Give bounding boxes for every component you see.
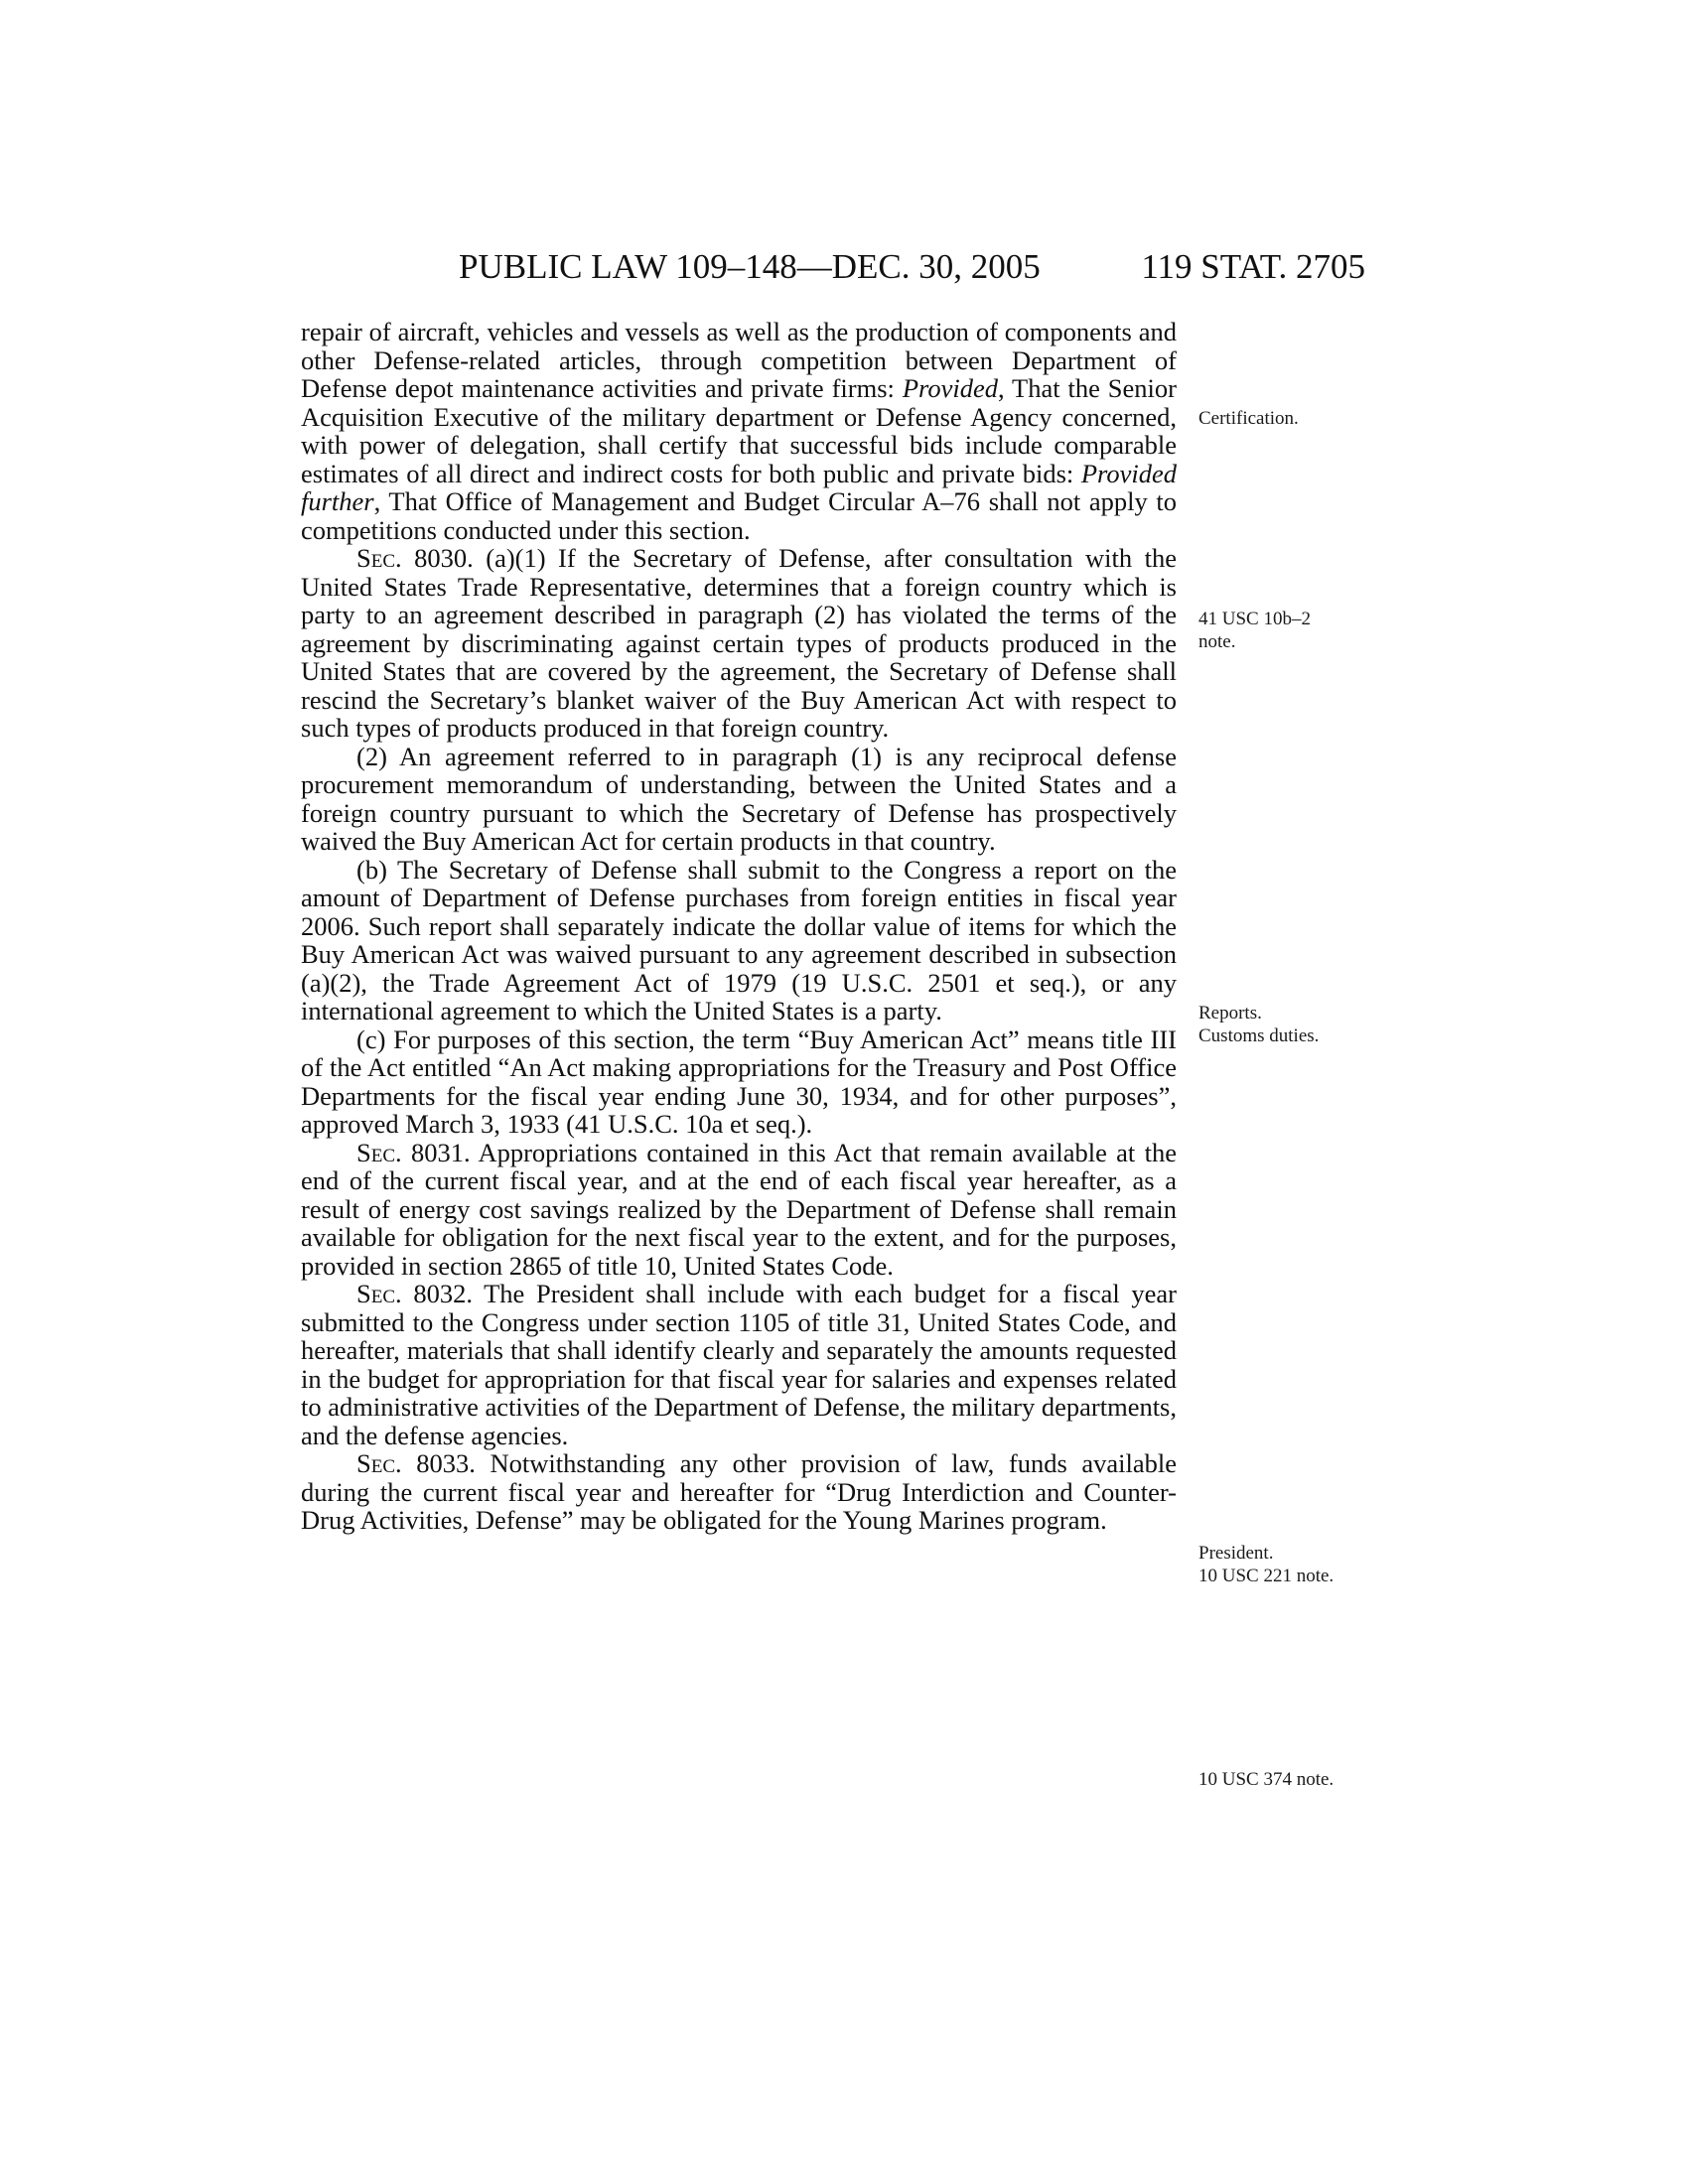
section-8030-b: (b) The Secretary of Defense shall submit to the Congress a report on the amount of Department of Defense purchases from foreign entities in fiscal year 2006. Such report shall separately indicate the dollar value of items for which the Buy American Act was waived pursuant to any agreement described in subsection (a)(2), the Trade Agreement Act of 1979 (19 U.S.C. 2501 et seq.), or any international agreement to which the United States is a party.: [301, 854, 1177, 1025]
paragraph-continuation: repair of aircraft, vehicles and vessels as well as the production of components and other Defense-related articles, through competition between Department of Defense depot maintenance activities and private firms: Provided, That the Senior Acquisition Executive of the military department or Defense Agency concerned, with power of delegation, shall certify that successful bids include comparable estimates of all direct and indirect costs for both public and private bids: Provided further, That Office of Management and Budget Circular A–76 shall not apply to competitions conducted under this section.: [301, 317, 1177, 545]
section-8030-a2: (2) An agreement referred to in paragraph (1) is any reciprocal defense procurement memorandum of understanding, between the United States and a foreign country pursuant to which the Secretary of Defense has prospectively waived the Buy American Act for certain products in that country.: [301, 741, 1177, 856]
section-8030-a1: Sec. 8030. (a)(1) If the Secretary of Defense, after consultation with the United States Trade Representative, determines that a foreign country which is party to an agreement described in paragraph (2) has violated the terms of the agreement by discriminating against certain types of products produced in the United States that are covered by the agreement, the Secretary of Defense shall rescind the Secretary’s blanket waiver of the Buy American Act with respect to such types of products produced in that foreign country.: [301, 543, 1177, 743]
section-8032: Sec. 8032. The President shall include with each budget for a fiscal year submitted to the Congress under section 1105 of title 31, United States Code, and hereafter, materials that shall identify clearly and separately the amounts requested in the budget for appropriation for that fiscal year for salaries and expenses related to administrative activities of the Department of Defense, the military departments, and the defense agencies.: [301, 1279, 1177, 1450]
margin-note-certification: Certification.: [1198, 408, 1299, 429]
margin-note-president: President. 10 USC 221 note.: [1198, 1543, 1335, 1586]
margin-note-10-usc-374: 10 USC 374 note.: [1198, 1769, 1335, 1790]
public-law-heading: PUBLIC LAW 109–148—DEC. 30, 2005: [459, 247, 1041, 286]
section-8030-c: (c) For purposes of this section, the term “Buy American Act” means title III of the Act entitled “An Act making appropriations for the Treasury and Post Office Departments for the fiscal year ending June 30, 1934, and for other purposes”, approved March 3, 1933 (41 U.S.C. 10a et seq.).: [301, 1024, 1177, 1139]
running-head: [298, 242, 1365, 292]
statute-page-number: 119 STAT. 2705: [1141, 247, 1365, 286]
statute-body: [301, 318, 1177, 1535]
margin-note-41-usc: 41 USC 10b–2 note.: [1198, 609, 1311, 652]
section-8031: Sec. 8031. Appropriations contained in this Act that remain available at the end of the current fiscal year, and at the end of each fiscal year hereafter, as a result of energy cost savings realized by the Department of Defense shall remain available for obligation for the next fiscal year to the extent, and for the purposes, provided in section 2865 of title 10, United States Code.: [301, 1137, 1177, 1281]
margin-note-reports: Reports. Customs duties.: [1198, 1003, 1320, 1046]
section-8033: Sec. 8033. Notwithstanding any other provision of law, funds available during the current fiscal year and hereafter for “Drug Interdiction and Counter-Drug Activities, Defense” may be obligated for the Young Marines program.: [301, 1448, 1177, 1535]
